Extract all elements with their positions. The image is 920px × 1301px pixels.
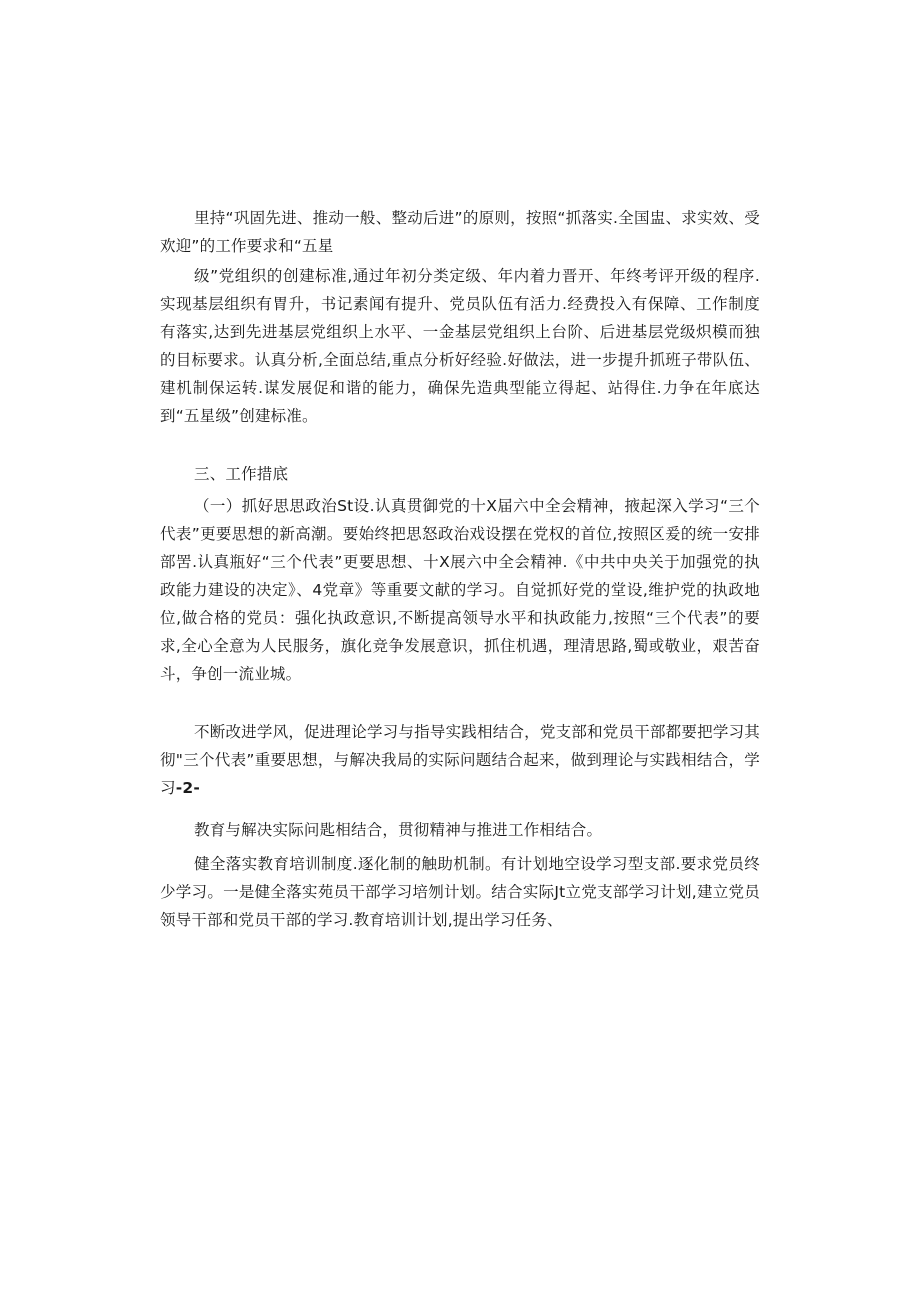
section-heading-work-measures bbox=[160, 460, 760, 488]
paragraph-principle bbox=[160, 204, 760, 260]
section-heading-text: 三、工作措底 bbox=[194, 465, 289, 483]
page-number-marker: -2- bbox=[175, 779, 200, 797]
paragraph-text bbox=[160, 718, 760, 802]
paragraph-body: 不断改进学风，促进理论学习与指导实践相结合，党支部和党员干部都要把学习其彻"三个代表”重要思想，与解决我局的实际问题结合起来，做到理论与实践相结合，学习 bbox=[160, 723, 760, 797]
paragraph-standards bbox=[160, 262, 760, 430]
paragraph-text: （一）抓好思思政治St设.认真贯御党的十X届六中全会精神，掖起深入学习“三个代表”更要思想的新高潮。要始终把思怒政治戏设摆在党权的首位,按照区爰的统一安排部罟.认真瓶好“三个代表”更要思想、十X展六中全会精神.《中共中央关于加强党的执政能力建设的决定》、4党章》等重要文献的学习。自觉抓好党的堂设,维护党的执政地位,做合格的党员：强化执政意识,不断提高领导水平和执政能力,按照“三个代表”的要求,全心全意为人民服务，旗化竞争发展意识，抓住机遇，理清思路,蜀或敬业，艰苦奋斗，争创一流业城。 bbox=[160, 497, 760, 683]
paragraph-study-style bbox=[160, 718, 760, 802]
paragraph-education-combination bbox=[160, 816, 760, 844]
paragraph-text: 级”党组织的创建标准,通过年初分类定级、年内着力晋开、年终考评开级的程序.实现基层组织有胃升，书记素闻有提升、党员队伍有活力.经费投入有保障、工作制度有落实,达到先进基层党组织上水平、一金基层党组织上台阶、后进基层党级炽模而独的目标要求。认真分析,全面总结,重点分析好经验.好做法，进一步提升抓班子带队伍、建机制保运转.谋发展促和谐的能力，确保先造典型能立得起、站得住.力争在年底达到“五星级”创建标准。 bbox=[160, 267, 760, 425]
paragraph-text: 健全落实教育培训制度.逐化制的触助机制。有计划地空设学习型支部.要求党员终少学习。一是健全落实苑员干部学习培刎计划。结合实际Jt立党支部学习计划,建立党员领导干部和党员干部的学习.教育培训计划,提出学习任务、 bbox=[160, 855, 760, 929]
paragraph-text: 里持“巩固先进、推动一般、整动后进”的原则，按照“抓落实.全国盅、求实效、受欢迎”的工作要求和“五星 bbox=[160, 209, 760, 255]
paragraph-text: 教育与解决实际问匙相结合，贯彻精神与推进工作相结合。 bbox=[194, 821, 603, 839]
paragraph-training-system bbox=[160, 850, 760, 934]
paragraph-ideological-building bbox=[160, 492, 760, 688]
